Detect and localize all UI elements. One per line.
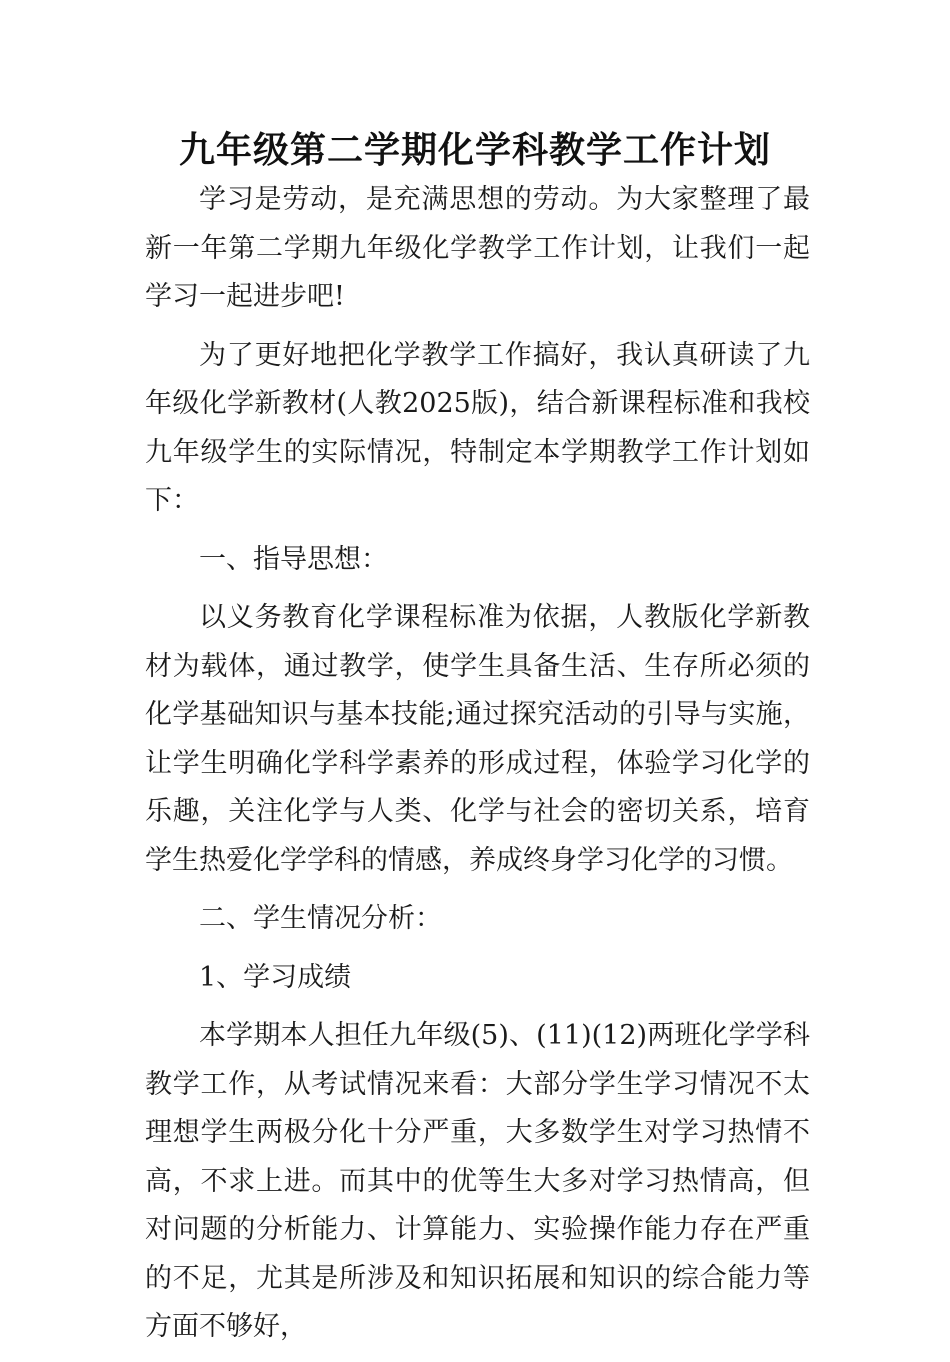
document-title: 九年级第二学期化学科教学工作计划 <box>178 129 771 171</box>
paragraph-guiding-ideology: 以义务教育化学课程标准为依据，人教版化学新教材为载体，通过教学，使学生具备生活、生存所必须的化学基础知识与基本技能;通过探究活动的引导与实施，让学生明确化学科学素养的形成过程，体验学习化学的乐趣，关注化学与人类、化学与社会的密切关系，培育学生热爱化学学科的情感，养成终身学习化学的习惯。 <box>145 602 810 876</box>
subsection-heading-grades: 1、学习成绩 <box>199 961 352 993</box>
section-heading-guiding-ideology: 一、指导思想： <box>199 543 388 575</box>
section-heading-student-analysis: 二、学生情况分析： <box>199 903 442 934</box>
paragraph-purpose: 为了更好地把化学教学工作搞好，我认真研读了九年级化学新教材(人教2025版)，结合新课程标准和我校九年级学生的实际情况，特制定本学期教学工作计划如下： <box>145 339 810 516</box>
paragraph-intro: 学习是劳动，是充满思想的劳动。为大家整理了最新一年第二学期九年级化学教学工作计划，让我们一起学习一起进步吧! <box>145 184 810 312</box>
document-body <box>145 176 810 1362</box>
paragraph-grades: 本学期本人担任九年级(5)、(11)(12)两班化学学科教学工作，从考试情况来看：大部分学生学习情况不太理想学生两极分化十分严重，大多数学生对学习热情不高，不求上进。而其中的优等生大多对学习热情高，但对问题的分析能力、计算能力、实验操作能力存在严重的不足，尤其是所涉及和知识拓展和知识的综合能力等方面不够好， <box>145 1020 810 1342</box>
